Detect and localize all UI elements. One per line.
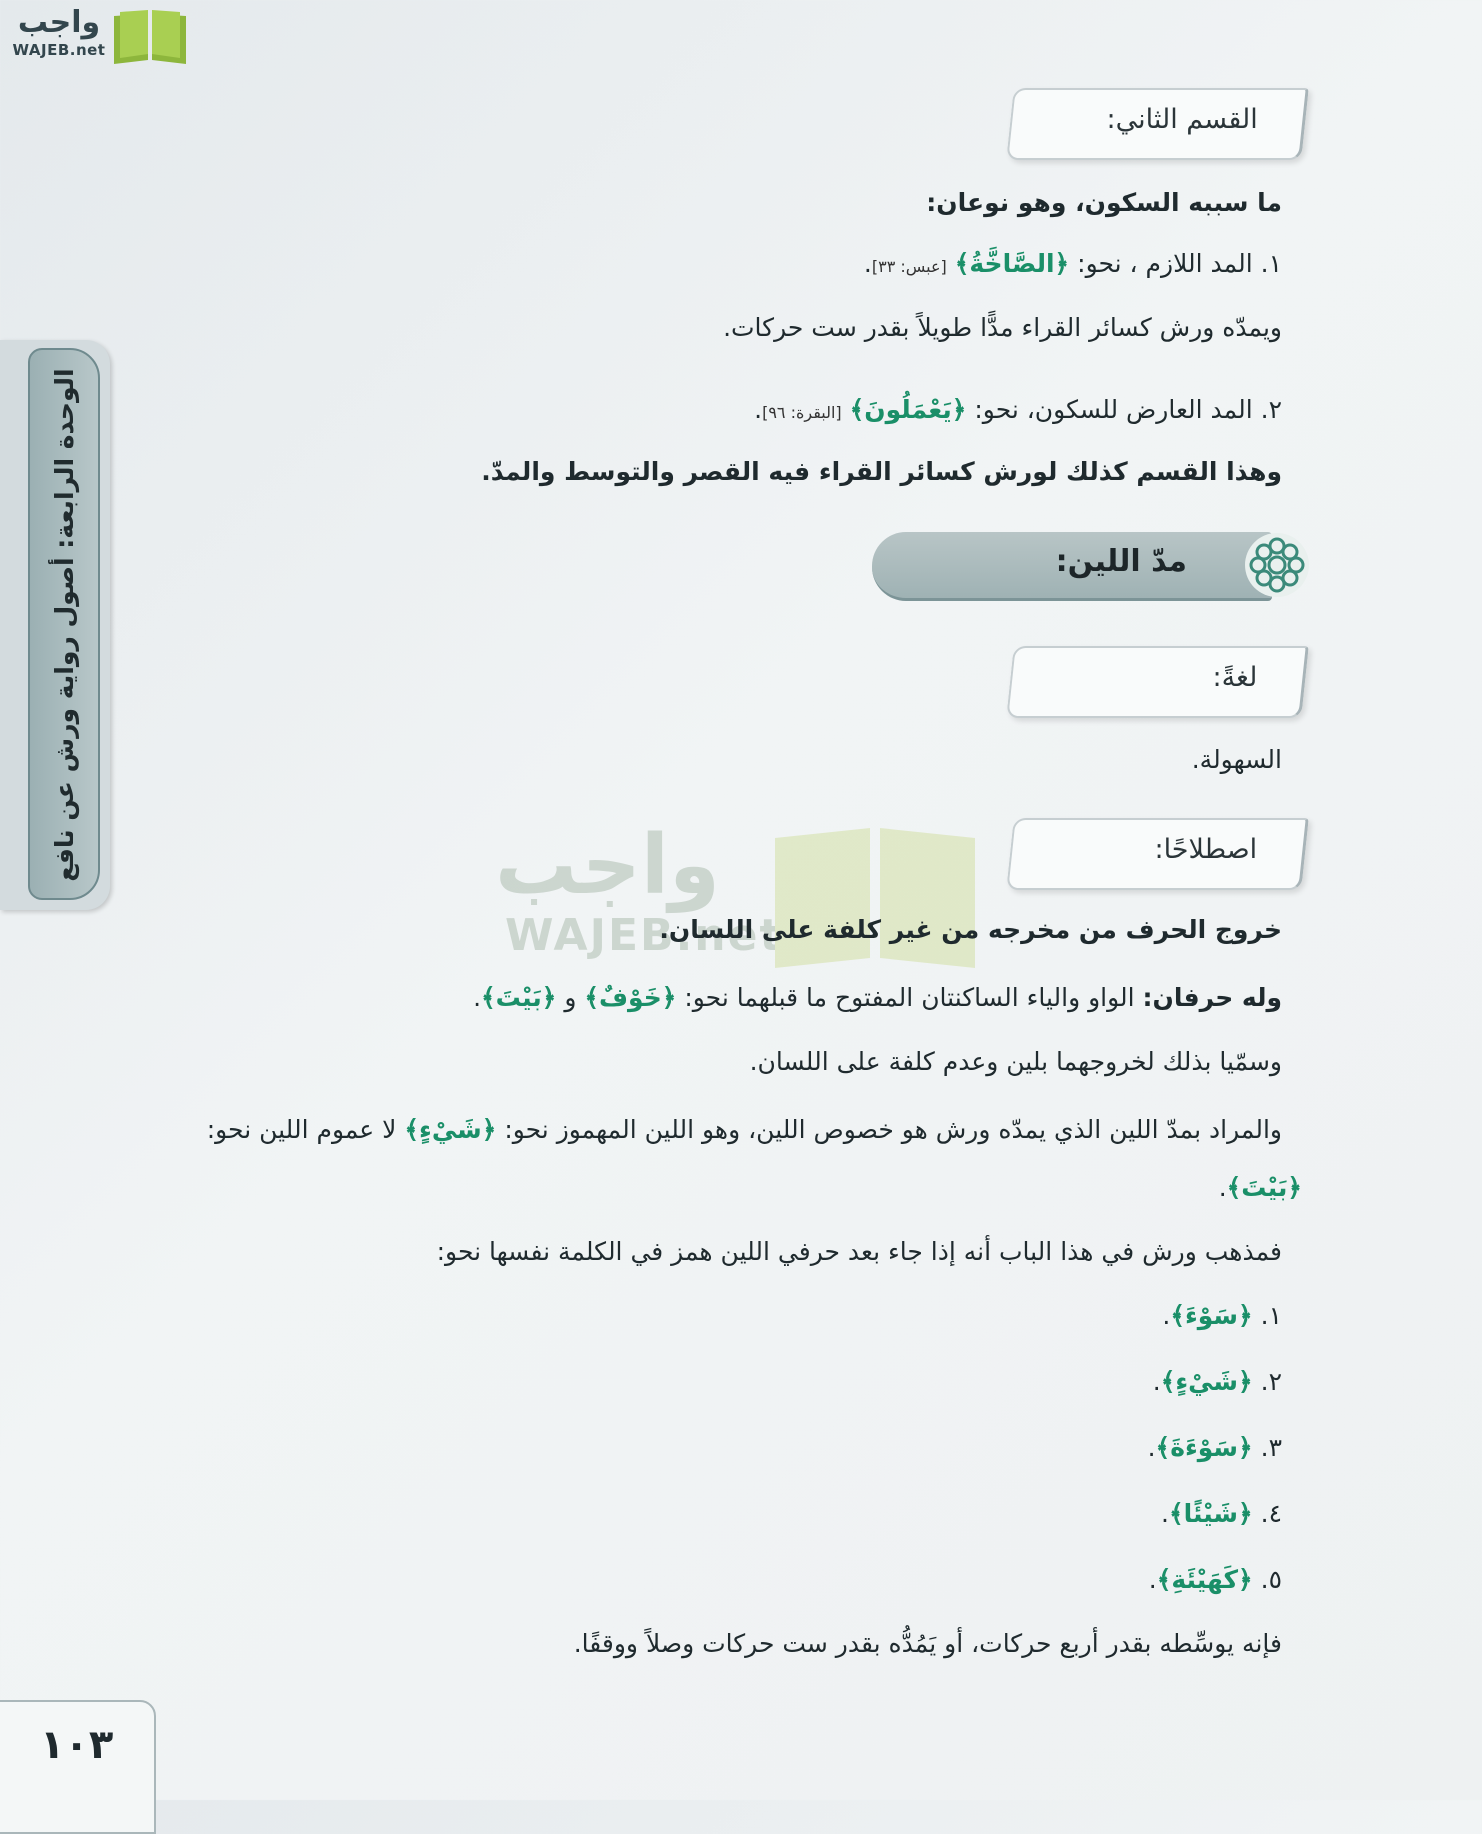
item1-end: . <box>863 249 872 278</box>
lin-heading: مدّ اللين: <box>1055 544 1187 579</box>
letters-text: الواو والياء الساكنتان المفتوح ما قبلهما نحو: <box>684 983 1135 1012</box>
item1-line <box>864 244 1282 287</box>
letters-and: و <box>564 983 577 1012</box>
section-summary: وهذا القسم كذلك لورش كسائر القراء فيه القصر والتوسط والمدّ. <box>481 457 1282 486</box>
example-number: ٥. <box>1260 1565 1282 1594</box>
example-item: ٥. ﴿كَهَيْئَةِ﴾. <box>1148 1565 1282 1594</box>
example-word: ﴿شَيْئًا﴾ <box>1168 1499 1253 1528</box>
meaning-part-a: والمراد بمدّ اللين الذي يمدّه ورش هو خصوص اللين، وهو اللين المهموز نحو: <box>504 1115 1282 1144</box>
example-number: ٣. <box>1260 1433 1282 1462</box>
watermark-arabic: واجب <box>495 818 720 913</box>
example-item: ١. ﴿سَوْءَ﴾. <box>1162 1301 1282 1330</box>
lugha-text: السهولة. <box>1191 745 1282 774</box>
example-item: ٤. ﴿شَيْئًا﴾. <box>1161 1499 1282 1528</box>
madhhab-text: فمذهب ورش في هذا الباب أنه إذا جاء بعد حرفي اللين همز في الكلمة نفسها نحو: <box>436 1237 1282 1266</box>
item2-prefix: ٢. المد العارض للسكون، نحو: <box>974 395 1282 424</box>
named-text: وسمّيا بذلك لخروجهما بلين وعدم كلفة على اللسان. <box>749 1047 1282 1076</box>
example-number: ١. <box>1260 1301 1282 1330</box>
example-word: ﴿كَهَيْئَةِ﴾ <box>1156 1565 1253 1594</box>
item1-note: ويمدّه ورش كسائر القراء مدًّا طويلاً بقدر ست حركات. <box>723 313 1282 342</box>
example-word: ﴿سَوْءَةَ﴾ <box>1155 1433 1253 1462</box>
logo-arabic-text: واجب <box>17 5 101 40</box>
letters-example-2: ﴿بَيْتَ﴾ <box>481 983 557 1012</box>
wajeb-logo[interactable] <box>10 6 190 68</box>
item1-ref: [عبس: ٣٣] <box>871 257 947 276</box>
example-number: ٢. <box>1260 1367 1282 1396</box>
unit-side-tab <box>0 340 110 910</box>
definition-text: خروج الحرف من مخرجه من غير كلفة على اللسان. <box>659 915 1282 944</box>
section-heading-box <box>1006 88 1309 160</box>
book-icon <box>110 8 190 68</box>
example-item: ٢. ﴿شَيْءٍ﴾. <box>1152 1367 1282 1396</box>
lugha-heading-box <box>1006 646 1309 718</box>
lin-heading-banner <box>872 532 1272 601</box>
letters-label: وله حرفان: <box>1142 983 1282 1012</box>
ornament-icon <box>1242 530 1312 600</box>
istilah-heading-box <box>1006 818 1309 890</box>
meaning-example-2: ﴿بَيْتَ﴾ <box>1226 1173 1302 1202</box>
page-number: ١٠٣ <box>40 1722 114 1768</box>
logo-latin-text: WAJEB.net <box>12 41 106 59</box>
unit-title: الوحدة الرابعة: أصول رواية ورش عن نافع <box>50 368 79 882</box>
conclusion-text: فإنه يوسِّطه بقدر أربع حركات، أو يَمُدُّه بقدر ست حركات وصلاً ووقفًا. <box>573 1629 1282 1658</box>
item2-line <box>754 390 1282 433</box>
item2-end: . <box>754 395 763 424</box>
item2-ref: [البقرة: ٩٦] <box>762 403 842 422</box>
item1-prefix: ١. المد اللازم ، نحو: <box>1077 249 1282 278</box>
item2-verse: ﴿يَعْمَلُونَ﴾ <box>849 395 967 424</box>
example-word: ﴿شَيْءٍ﴾ <box>1160 1367 1253 1396</box>
meaning-line-2: ﴿بَيْتَ﴾. <box>1218 1173 1302 1202</box>
meaning-example: ﴿شَيْءٍ﴾ <box>404 1115 497 1144</box>
example-word: ﴿سَوْءَ﴾ <box>1170 1301 1253 1330</box>
meaning-line <box>207 1110 1282 1150</box>
watermark <box>495 818 995 978</box>
example-item: ٣. ﴿سَوْءَةَ﴾. <box>1147 1433 1282 1462</box>
watermark-book-icon <box>765 818 985 978</box>
letters-example-1: ﴿خَوْفٌ﴾ <box>584 983 677 1012</box>
letters-line: وله حرفان: الواو والياء الساكنتان المفتوح ما قبلهما نحو: ﴿خَوْفٌ﴾ و ﴿بَيْتَ﴾. <box>473 983 1282 1012</box>
example-number: ٤. <box>1260 1499 1282 1528</box>
section-intro: ما سببه السكون، وهو نوعان: <box>926 188 1282 217</box>
watermark-latin: WAJEB.net <box>505 910 783 961</box>
meaning-part-b: لا عموم اللين نحو: <box>206 1115 397 1144</box>
istilah-heading: اصطلاحًا: <box>1154 834 1258 865</box>
section-heading: القسم الثاني: <box>1106 104 1258 135</box>
lugha-heading: لغةً: <box>1212 662 1258 693</box>
item1-verse: ﴿الصَّاخَّةُ﴾ <box>954 249 1070 278</box>
